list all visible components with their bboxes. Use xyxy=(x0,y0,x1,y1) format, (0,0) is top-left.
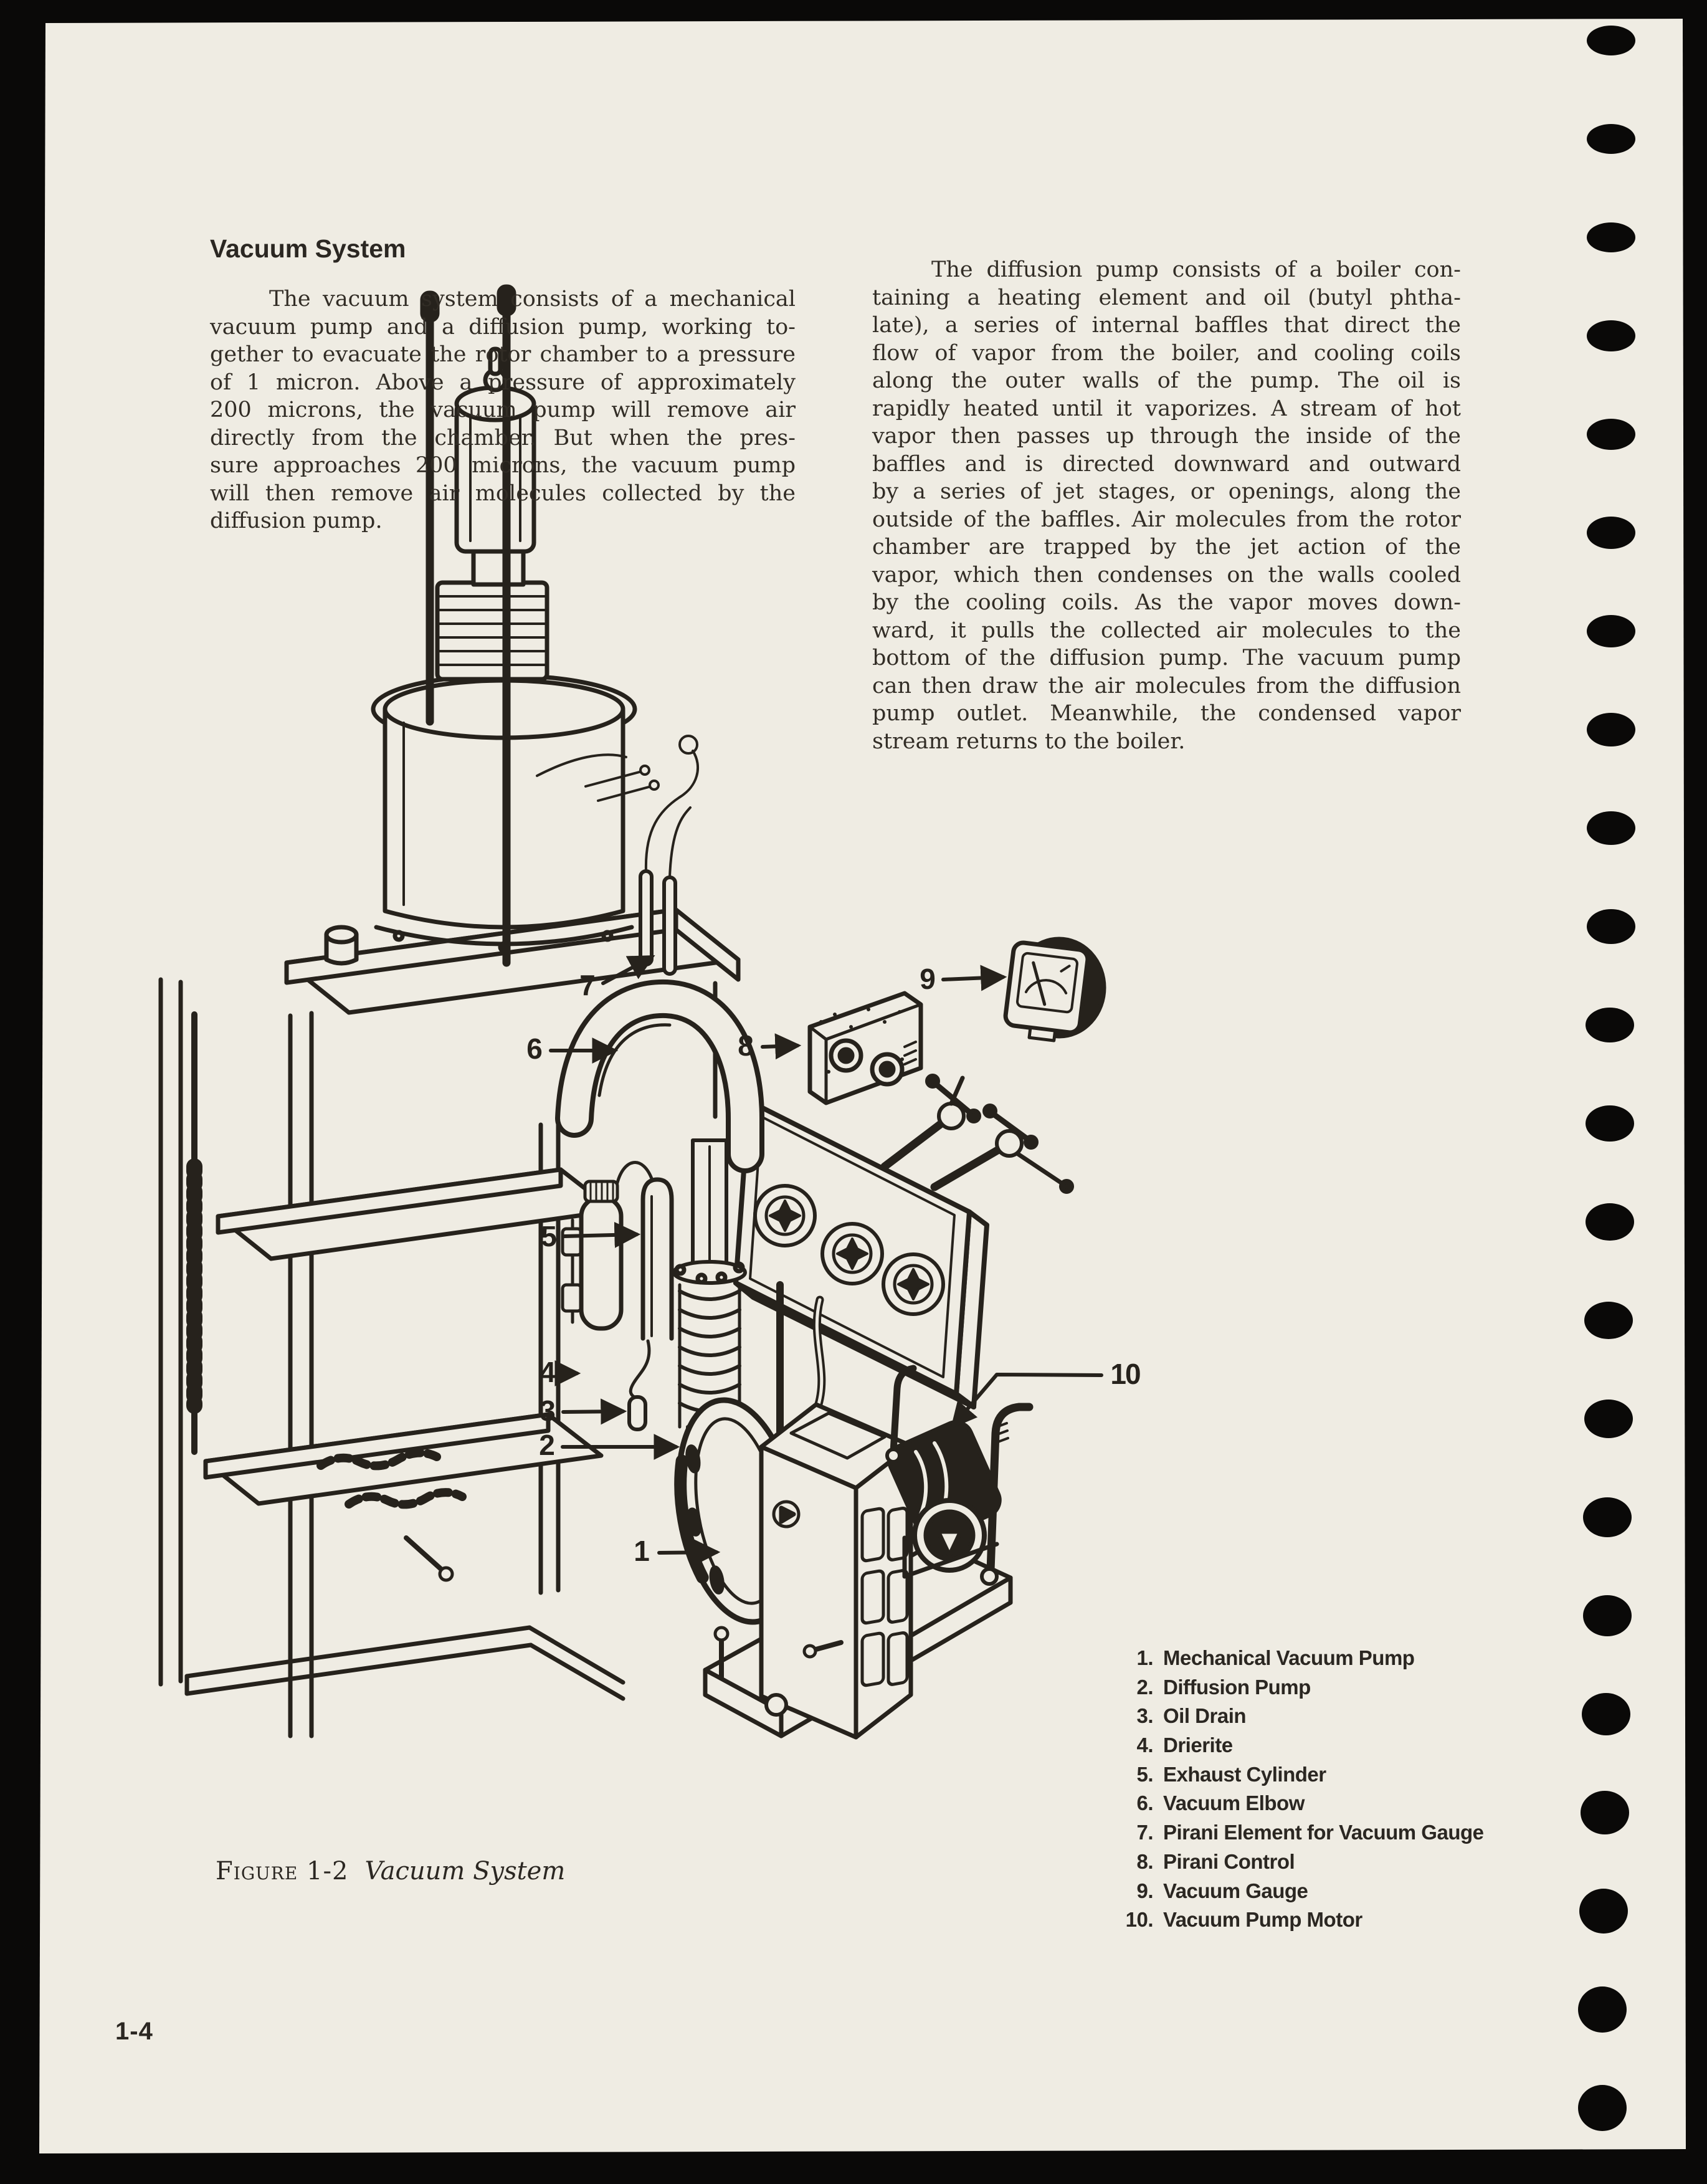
text-line: of 1 micron. Above a pressure of approximately xyxy=(210,370,796,395)
text-line: stream returns to the boiler. xyxy=(872,728,1186,754)
text-line: by the cooling coils. As the vapor moves down- xyxy=(872,590,1461,615)
text-line: pump outlet. Meanwhile, the condensed vapor xyxy=(872,701,1461,726)
text-line: taining a heating element and oil (butyl phtha- xyxy=(872,285,1461,310)
panel-knob xyxy=(755,1186,815,1246)
legend-item xyxy=(1118,1791,1483,1821)
legend-item-label: Exhaust Cylinder xyxy=(1163,1762,1326,1786)
text-line: vapor then passes up through the inside of the xyxy=(872,424,1461,449)
legend-item-number: 7. xyxy=(1136,1821,1153,1844)
text-line: baffles and is directed downward and outward xyxy=(872,451,1461,477)
text-line: chamber are trapped by the jet action of the xyxy=(872,535,1461,560)
text-line: by a series of jet stages, or openings, along the xyxy=(872,479,1461,504)
text-line: directly from the chamber. But when the pres- xyxy=(210,425,796,451)
callout-1: 1 xyxy=(634,1535,649,1567)
callout-2: 2 xyxy=(539,1429,554,1461)
callout-4: 4 xyxy=(540,1356,554,1388)
text-line: vacuum pump and a diffusion pump, working to- xyxy=(210,314,796,340)
legend-item xyxy=(1118,1908,1483,1937)
legend-item-number: 8. xyxy=(1136,1849,1153,1873)
legend-item-number: 4. xyxy=(1136,1733,1153,1757)
text-line: along the outer walls of the pump. The oil is xyxy=(872,368,1461,393)
text-line: sure approaches 200 microns, the vacuum pump xyxy=(210,453,796,478)
left-column-paragraph xyxy=(210,285,796,535)
right-column-paragraph xyxy=(872,256,1461,755)
callout-9: 9 xyxy=(920,963,934,995)
callout-8: 8 xyxy=(738,1029,753,1062)
legend-item xyxy=(1118,1879,1483,1909)
legend-item-number: 9. xyxy=(1136,1879,1153,1902)
text-line: vapor, which then condenses on the walls cooled xyxy=(872,562,1461,588)
legend-item xyxy=(1118,1646,1483,1676)
legend-item xyxy=(1118,1763,1483,1792)
legend-item-label: Mechanical Vacuum Pump xyxy=(1163,1646,1415,1669)
legend-item-number: 1. xyxy=(1136,1646,1153,1669)
legend-item-label: Vacuum Pump Motor xyxy=(1163,1908,1362,1932)
text-line: The diffusion pump consists of a boiler con- xyxy=(931,257,1461,282)
legend-item xyxy=(1118,1704,1483,1733)
figure-caption-title: Vacuum System xyxy=(364,1857,566,1886)
text-line: can then draw the air molecules from the diffusion xyxy=(872,673,1461,699)
figure-caption-label: Figure 1-2 xyxy=(216,1857,349,1886)
figure-caption xyxy=(216,1857,565,1886)
legend-item xyxy=(1118,1676,1483,1705)
legend-item-label: Pirani Element for Vacuum Gauge xyxy=(1163,1821,1484,1844)
legend-item-number: 2. xyxy=(1136,1675,1153,1699)
panel-knob xyxy=(883,1254,943,1314)
panel-knob xyxy=(822,1224,882,1284)
text-line: diffusion pump. xyxy=(210,508,383,533)
text-line: bottom of the diffusion pump. The vacuum pump xyxy=(872,646,1461,670)
legend-item-label: Pirani Control xyxy=(1163,1849,1295,1873)
legend-item-label: Drierite xyxy=(1163,1733,1233,1757)
section-heading: Vacuum System xyxy=(210,234,406,263)
text-line: The vacuum system consists of a mechanical xyxy=(269,287,796,312)
legend-item-number: 5. xyxy=(1136,1762,1153,1786)
legend-item xyxy=(1118,1850,1483,1879)
legend-item-number: 6. xyxy=(1136,1791,1153,1815)
text-line: outside of the baffles. Air molecules from the rotor xyxy=(872,507,1461,532)
text-line: late), a series of internal baffles that direct the xyxy=(872,313,1461,338)
callout-6: 6 xyxy=(526,1032,541,1065)
text-line: 200 microns, the vacuum pump will remove air xyxy=(210,398,796,422)
callout-7: 7 xyxy=(579,969,594,1001)
legend-item-number: 3. xyxy=(1136,1704,1153,1728)
legend-item-label: Vacuum Elbow xyxy=(1163,1791,1305,1815)
text-line: will then remove air molecules collected by the xyxy=(210,480,796,506)
text-line: ward, it pulls the collected air molecules to the xyxy=(872,618,1461,643)
callout-10: 10 xyxy=(1110,1358,1140,1390)
text-line: flow of vapor from the boiler, and cooling coils xyxy=(872,340,1461,366)
page-number: 1-4 xyxy=(115,2018,153,2045)
legend-item-label: Diffusion Pump xyxy=(1163,1675,1311,1699)
callout-3: 3 xyxy=(540,1395,554,1427)
text-line: gether to evacuate the rotor chamber to a pressure xyxy=(210,342,796,367)
figure-legend xyxy=(1118,1646,1483,1937)
legend-item xyxy=(1118,1733,1483,1763)
legend-item-number: 10. xyxy=(1125,1908,1153,1932)
legend-item-label: Oil Drain xyxy=(1163,1704,1247,1728)
legend-item xyxy=(1118,1821,1483,1850)
text-line: rapidly heated until it vaporizes. A stream of hot xyxy=(872,396,1461,421)
legend-item-label: Vacuum Gauge xyxy=(1163,1879,1308,1902)
callout-5: 5 xyxy=(541,1220,556,1252)
